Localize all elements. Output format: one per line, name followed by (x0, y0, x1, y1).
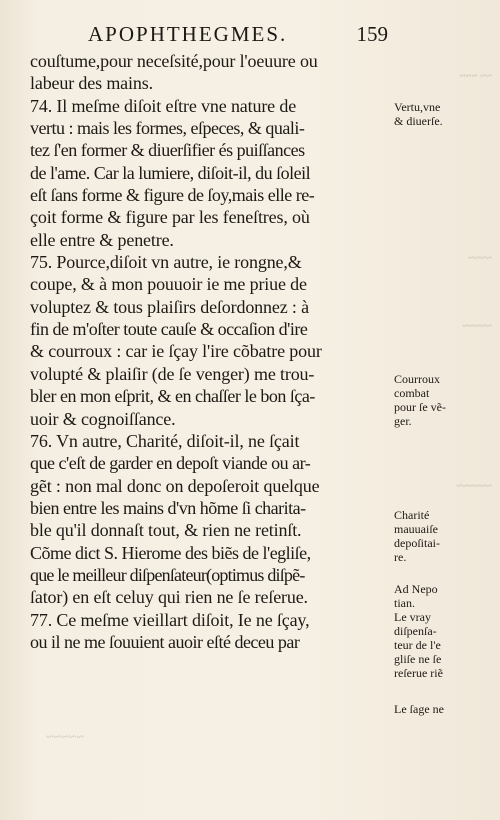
show-through-text: ~~~~~ (462, 320, 492, 332)
margin-note (394, 702, 498, 716)
margin-note (394, 582, 498, 610)
text-line: 77. Ce meſme vieillart diſoit, Ie ne ſçay, (30, 609, 310, 630)
text-line: Cõme dict S. Hierome des biẽs de l'egliſe, (30, 542, 311, 563)
show-through-text: ~~~~ (468, 252, 492, 264)
margin-note-line: Le vray (394, 610, 431, 624)
text-line: fin de m'oſter toute cauſe & occaſion d'ire (30, 319, 308, 340)
text-line: voluptez & tous plaiſirs deſordonnez : à (30, 296, 309, 317)
text-line: & courroux : car ie ſçay l'ire cõbatre pour (30, 341, 322, 362)
text-line: couſtume,pour neceſsité,pour l'oeuure ou (30, 51, 318, 71)
text-line: 75. Pource,diſoit vn autre, ie rongne,& (30, 252, 302, 273)
margin-note-line: Courroux (394, 372, 440, 386)
show-through-text: ~~~~~ (46, 730, 84, 745)
text-line: uoir & cognoiſſance. (30, 408, 176, 429)
margin-note-line: ger. (394, 414, 412, 428)
margin-note-line: combat (394, 386, 430, 400)
margin-note-line: gliſe ne ſe (394, 652, 442, 666)
text-line: ſator) en eſt celuy qui rien ne ſe reſerue. (30, 587, 308, 608)
margin-note-line: pour ſe vẽ- (394, 400, 446, 414)
running-header (88, 22, 388, 46)
margin-note-line: depoſitai- (394, 536, 440, 550)
text-line: gẽt : non mal donc on depoſeroit quelque (30, 475, 320, 496)
page-number: 159 (356, 22, 388, 46)
margin-note-line: teur de l'e (394, 638, 441, 652)
text-line: coupe, & à mon pouuoir ie me priue de (30, 274, 307, 295)
text-line: volupté & plaiſir (de ſe venger) me trou- (30, 363, 315, 384)
margin-note-line: Charité (394, 508, 430, 522)
text-line: 74. Il meſme diſoit eſtre vne nature de (30, 95, 297, 116)
margin-note (394, 100, 498, 128)
margin-note-line: mauuaiſe (394, 522, 438, 536)
text-line: de l'ame. Car la lumiere, diſoit-il, du ſoleil (30, 162, 311, 183)
text-line: vertu : mais les formes, eſpeces, & quali- (30, 118, 305, 139)
main-text-block (30, 50, 390, 653)
text-line: elle entre & penetre. (30, 229, 174, 250)
margin-note-line: tian. (394, 596, 415, 610)
text-line: que le meilleur diſpenſateur(optimus diſpẽ- (30, 564, 305, 585)
text-line: que c'eſt de garder en depoſt viande ou ar- (30, 453, 311, 474)
margin-note-line: & diuerſe. (394, 114, 443, 128)
margin-note (394, 610, 498, 680)
margin-note-line: Ad Nepo (394, 582, 438, 596)
text-line: labeur des mains. (30, 73, 153, 94)
text-line: ble qu'il donnaſt tout, & rien ne retinſt. (30, 520, 302, 541)
text-line: bler en mon eſprit, & en chaſſer le bon ſça- (30, 386, 315, 407)
text-line: ou il ne me ſouuient auoir eſté deceu par (30, 631, 300, 652)
show-through-text: ~~~~~~ (456, 480, 492, 492)
margin-note-line: Le ſage ne (394, 702, 444, 716)
text-line: eſt ſans forme & figure de ſoy,mais elle re- (30, 185, 315, 206)
margin-note-line: reſerue riẽ (394, 666, 443, 680)
margin-note-line: Vertu,vne (394, 100, 441, 114)
text-line: tez ſ'en former & diuerſifier és puiſſances (30, 140, 305, 161)
show-through-text: ~~ ~~~ (459, 70, 492, 82)
running-title: APOPHTHEGMES. (88, 22, 288, 46)
text-line: çoit forme & figure par les feneſtres, où (30, 207, 310, 228)
margin-note-line: re. (394, 550, 407, 564)
margin-note (394, 372, 498, 428)
margin-note-line: diſpenſa- (394, 624, 437, 638)
margin-note (394, 508, 498, 564)
text-line: bien entre les mains d'vn hõme ſi charita- (30, 497, 306, 518)
text-line: 76. Vn autre, Charité, diſoit-il, ne ſçait (30, 430, 300, 451)
